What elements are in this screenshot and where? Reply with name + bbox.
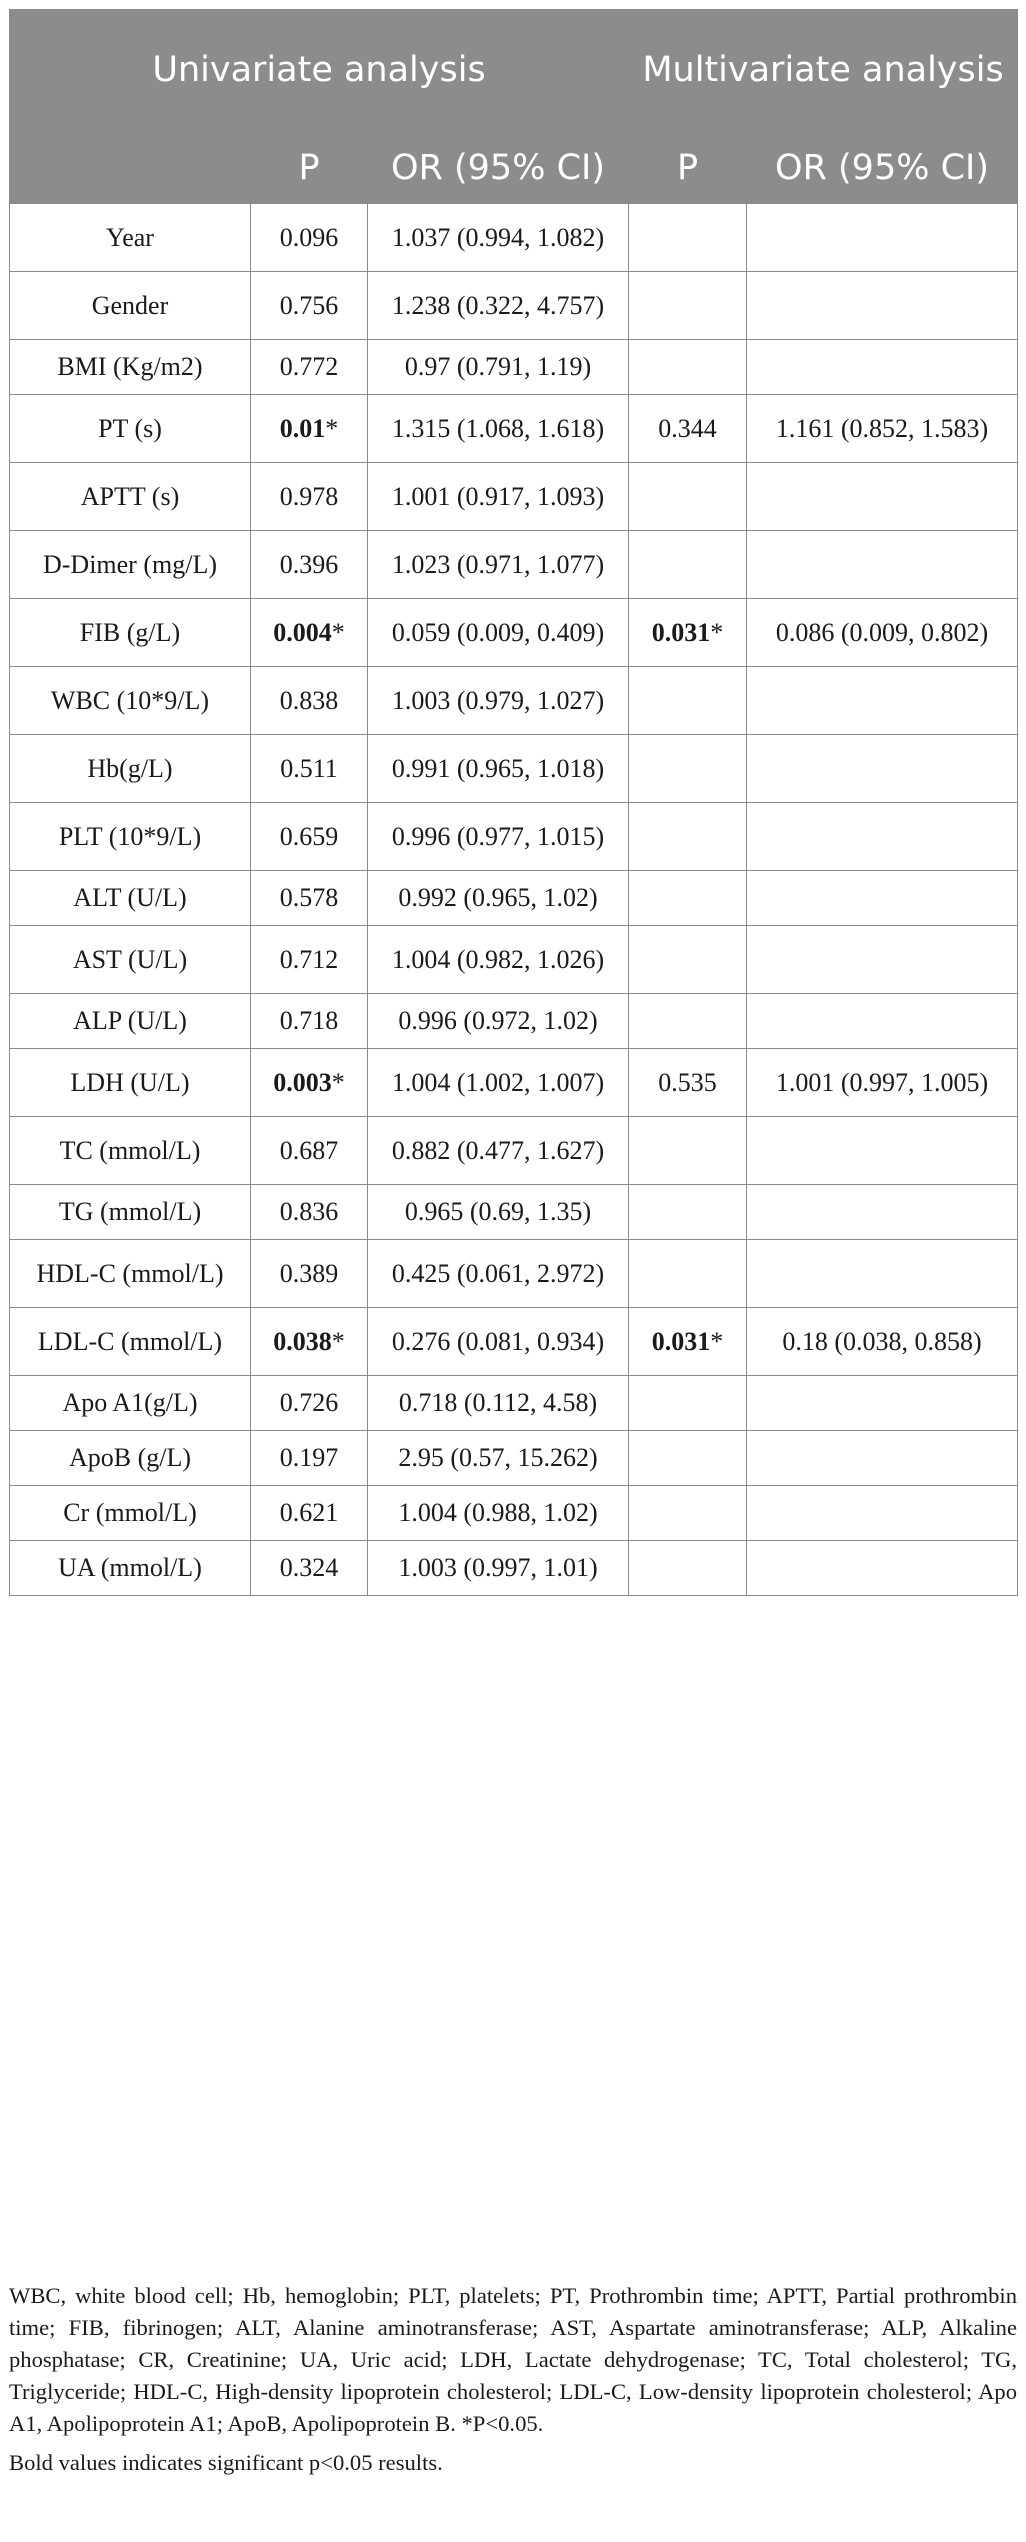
variable-cell: [10, 735, 251, 803]
univariate-p-cell-value: 0.389: [279, 1258, 339, 1288]
univariate-or-cell: [368, 994, 629, 1049]
univariate-p-cell-value: 0.038: [273, 1326, 332, 1356]
variable-cell-value: APTT (s): [80, 481, 180, 511]
variable-cell: [10, 340, 251, 395]
multivariate-p-cell: [629, 340, 747, 395]
univariate-or-cell-value: 1.003 (0.979, 1.027): [391, 685, 605, 715]
table-row: [10, 1185, 1018, 1240]
multivariate-or-cell: [747, 667, 1018, 735]
univariate-p-cell: [251, 395, 368, 463]
multivariate-p-cell: [629, 1049, 747, 1117]
univariate-or-cell-value: 0.718 (0.112, 4.58): [398, 1388, 598, 1418]
multivariate-or-cell-value: 0.086 (0.009, 0.802): [775, 617, 989, 647]
univariate-or-cell-value: 0.996 (0.977, 1.015): [391, 821, 605, 851]
variable-cell-value: AST (U/L): [72, 944, 188, 974]
multivariate-p-cell-value: 0.344: [658, 413, 717, 443]
univariate-p-header: P: [251, 132, 368, 204]
table-row: [10, 667, 1018, 735]
table-row: [10, 871, 1018, 926]
multivariate-p-cell: [629, 667, 747, 735]
multivariate-p-cell: [629, 1308, 747, 1376]
multivariate-or-cell: [747, 395, 1018, 463]
univariate-p-cell: [251, 667, 368, 735]
significance-marker: *: [710, 1326, 724, 1356]
multivariate-p-cell: [629, 871, 747, 926]
univariate-p-cell: [251, 531, 368, 599]
multivariate-or-cell: [747, 1486, 1018, 1541]
univariate-or-cell: [368, 871, 629, 926]
univariate-p-cell: [251, 1486, 368, 1541]
multivariate-p-cell: [629, 463, 747, 531]
variable-cell: [10, 1431, 251, 1486]
univariate-or-cell: [368, 1541, 629, 1596]
univariate-or-cell: [368, 1240, 629, 1308]
multivariate-p-cell: [629, 1185, 747, 1240]
univariate-p-cell: [251, 803, 368, 871]
multivariate-or-cell: [747, 272, 1018, 340]
variable-cell-value: BMI (Kg/m2): [57, 352, 203, 382]
univariate-or-header: OR (95% CI): [368, 132, 629, 204]
variable-cell-value: Year: [106, 222, 154, 252]
table-row: [10, 395, 1018, 463]
univariate-p-cell-value: 0.396: [279, 549, 339, 579]
variable-cell-value: ALP (U/L): [73, 1006, 187, 1036]
univariate-or-cell: [368, 204, 629, 272]
multivariate-or-cell: [747, 803, 1018, 871]
univariate-or-cell: [368, 1431, 629, 1486]
variable-cell-value: TG (mmol/L): [58, 1197, 202, 1227]
regression-table: [9, 9, 1018, 1596]
univariate-p-cell-value: 0.718: [279, 1006, 339, 1036]
univariate-p-cell-value: 0.324: [279, 1553, 339, 1583]
header-row-groups: [10, 10, 1018, 132]
multivariate-p-cell: [629, 1376, 747, 1431]
variable-cell-value: TC (mmol/L): [59, 1135, 201, 1165]
multivariate-or-header: OR (95% CI): [747, 132, 1018, 204]
variable-cell: [10, 1541, 251, 1596]
univariate-p-cell: [251, 599, 368, 667]
multivariate-p-cell: [629, 1117, 747, 1185]
univariate-p-cell-value: 0.096: [279, 222, 339, 252]
multivariate-or-cell: [747, 1185, 1018, 1240]
univariate-p-cell-value: 0.004: [273, 617, 332, 647]
variable-cell: [10, 1308, 251, 1376]
significance-marker: *: [325, 413, 339, 443]
variable-cell-value: FIB (g/L): [79, 617, 181, 647]
variable-cell: [10, 599, 251, 667]
univariate-p-cell-value: 0.726: [279, 1388, 339, 1418]
significance-marker: *: [331, 1326, 345, 1356]
multivariate-or-cell: [747, 994, 1018, 1049]
univariate-p-cell: [251, 1541, 368, 1596]
variable-cell: [10, 204, 251, 272]
univariate-or-cell-value: 0.965 (0.69, 1.35): [404, 1197, 592, 1227]
significance-marker: *: [710, 617, 724, 647]
univariate-p-cell-value: 0.756: [279, 290, 339, 320]
multivariate-or-cell: [747, 599, 1018, 667]
univariate-or-cell-value: 1.004 (0.982, 1.026): [391, 944, 605, 974]
univariate-or-cell: [368, 1486, 629, 1541]
univariate-or-cell-value: 0.991 (0.965, 1.018): [391, 753, 605, 783]
table-body: [10, 204, 1018, 1596]
multivariate-p-cell: [629, 272, 747, 340]
variable-cell: [10, 1240, 251, 1308]
multivariate-or-cell: [747, 735, 1018, 803]
univariate-p-cell-value: 0.01: [279, 413, 326, 443]
univariate-p-cell: [251, 1117, 368, 1185]
univariate-or-cell-value: 0.996 (0.972, 1.02): [398, 1006, 598, 1036]
univariate-p-cell-value: 0.659: [279, 821, 339, 851]
univariate-or-cell: [368, 340, 629, 395]
variable-cell-value: HDL-C (mmol/L): [36, 1258, 224, 1288]
univariate-or-cell-value: 0.425 (0.061, 2.972): [391, 1258, 605, 1288]
significance-marker: *: [331, 617, 345, 647]
univariate-p-cell: [251, 340, 368, 395]
univariate-p-cell-value: 0.003: [273, 1067, 332, 1097]
multivariate-or-cell: [747, 1049, 1018, 1117]
univariate-or-cell: [368, 735, 629, 803]
univariate-p-cell: [251, 272, 368, 340]
variable-cell: [10, 395, 251, 463]
univariate-or-cell-value: 0.992 (0.965, 1.02): [398, 883, 598, 913]
univariate-p-cell-value: 0.621: [279, 1498, 339, 1528]
univariate-or-cell: [368, 599, 629, 667]
variable-cell-value: ApoB (g/L): [68, 1443, 192, 1473]
univariate-p-cell-value: 0.578: [279, 883, 339, 913]
univariate-or-cell-value: 1.001 (0.917, 1.093): [391, 481, 605, 511]
variable-cell: [10, 994, 251, 1049]
univariate-p-cell: [251, 1049, 368, 1117]
univariate-or-cell: [368, 531, 629, 599]
multivariate-p-cell-value: 0.031: [651, 617, 711, 647]
univariate-or-cell: [368, 1049, 629, 1117]
variable-cell: [10, 871, 251, 926]
univariate-or-cell-value: 1.023 (0.971, 1.077): [391, 549, 605, 579]
multivariate-p-cell: [629, 926, 747, 994]
univariate-or-cell: [368, 803, 629, 871]
variable-cell-value: Gender: [91, 290, 169, 320]
univariate-or-cell-value: 0.97 (0.791, 1.19): [404, 352, 592, 382]
multivariate-or-cell: [747, 1308, 1018, 1376]
table-row: [10, 599, 1018, 667]
multivariate-or-cell-value: 0.18 (0.038, 0.858): [782, 1326, 982, 1356]
multivariate-or-cell: [747, 926, 1018, 994]
univariate-or-cell-value: 1.004 (1.002, 1.007): [391, 1067, 605, 1097]
table-row: [10, 994, 1018, 1049]
significance-marker: *: [331, 1067, 345, 1097]
multivariate-or-cell: [747, 1431, 1018, 1486]
variable-cell-value: LDH (U/L): [70, 1067, 190, 1097]
univariate-p-cell-value: 0.712: [279, 944, 339, 974]
univariate-p-cell-value: 0.836: [279, 1197, 339, 1227]
univariate-header: Univariate analysis: [10, 10, 629, 132]
univariate-or-cell-value: 1.238 (0.322, 4.757): [391, 290, 605, 320]
univariate-or-cell: [368, 272, 629, 340]
variable-cell-value: ALT (U/L): [73, 883, 187, 913]
table-row: [10, 1431, 1018, 1486]
variable-cell-value: Apo A1(g/L): [62, 1388, 198, 1418]
variable-cell-value: Cr (mmol/L): [63, 1498, 197, 1528]
variable-cell-value: PT (s): [98, 413, 162, 443]
variable-column-header: [10, 132, 251, 204]
univariate-p-cell-value: 0.687: [279, 1135, 339, 1165]
univariate-or-cell-value: 0.059 (0.009, 0.409): [391, 617, 605, 647]
table-row: [10, 531, 1018, 599]
univariate-p-cell: [251, 735, 368, 803]
variable-cell: [10, 272, 251, 340]
variable-cell: [10, 531, 251, 599]
univariate-or-cell: [368, 463, 629, 531]
variable-cell: [10, 803, 251, 871]
univariate-p-cell-value: 0.838: [279, 685, 339, 715]
multivariate-or-cell: [747, 204, 1018, 272]
univariate-or-cell: [368, 1117, 629, 1185]
header-row-columns: [10, 132, 1018, 204]
univariate-p-cell-value: 0.511: [280, 753, 338, 783]
univariate-or-cell: [368, 1308, 629, 1376]
univariate-or-cell-value: 1.315 (1.068, 1.618): [391, 413, 605, 443]
table-row: [10, 1240, 1018, 1308]
table-row: [10, 735, 1018, 803]
abbreviations-note: WBC, white blood cell; Hb, hemoglobin; PLT, platelets; PT, Prothrombin time; APTT, Partial prothrombin time; FIB, fibrinogen; ALT, Alanine aminotransferase; AST, Aspartate aminotransferase; ALP, Alkaline phosphatase; CR, Creatinine; UA, Uric acid; LDH, Lactate dehydrogenase; TC, Total cholesterol; TG, Triglyceride; HDL-C, High-density lipoprotein cholesterol; LDL-C, Low-density lipoprotein cholesterol; Apo A1, Apolipoprotein A1; ApoB, Apolipoprotein B. *P<0.05.: [9, 2283, 1017, 2437]
univariate-p-cell: [251, 994, 368, 1049]
table-row: [10, 803, 1018, 871]
variable-cell-value: WBC (10*9/L): [50, 685, 210, 715]
multivariate-header: Multivariate analysis: [629, 10, 1018, 132]
variable-cell-value: Hb(g/L): [87, 753, 173, 783]
multivariate-p-cell: [629, 1486, 747, 1541]
table-row: [10, 926, 1018, 994]
results-table-container: [9, 9, 1017, 1596]
table-row: [10, 1376, 1018, 1431]
univariate-or-cell: [368, 1376, 629, 1431]
multivariate-or-cell: [747, 1117, 1018, 1185]
variable-cell-value: LDL-C (mmol/L): [37, 1326, 223, 1356]
multivariate-p-cell: [629, 599, 747, 667]
table-row: [10, 463, 1018, 531]
variable-cell: [10, 1376, 251, 1431]
univariate-p-cell: [251, 871, 368, 926]
table-footnotes: [9, 2280, 1017, 2479]
multivariate-or-cell: [747, 531, 1018, 599]
multivariate-p-cell: [629, 994, 747, 1049]
univariate-or-cell-value: 1.003 (0.997, 1.01): [398, 1553, 598, 1583]
univariate-or-cell-value: 0.882 (0.477, 1.627): [391, 1135, 605, 1165]
table-row: [10, 340, 1018, 395]
univariate-p-cell-value: 0.978: [279, 481, 339, 511]
variable-cell: [10, 926, 251, 994]
univariate-p-cell: [251, 463, 368, 531]
table-row: [10, 1049, 1018, 1117]
table-row: [10, 272, 1018, 340]
univariate-p-cell: [251, 1308, 368, 1376]
univariate-or-cell-value: 2.95 (0.57, 15.262): [398, 1443, 598, 1473]
univariate-or-cell: [368, 1185, 629, 1240]
univariate-p-cell: [251, 1240, 368, 1308]
univariate-p-cell: [251, 926, 368, 994]
variable-cell: [10, 667, 251, 735]
multivariate-or-cell: [747, 1541, 1018, 1596]
table-row: [10, 1541, 1018, 1596]
univariate-or-cell-value: 1.004 (0.988, 1.02): [398, 1498, 598, 1528]
univariate-or-cell-value: 1.037 (0.994, 1.082): [391, 222, 605, 252]
variable-cell-value: PLT (10*9/L): [58, 821, 202, 851]
multivariate-p-cell-value: 0.535: [658, 1067, 717, 1097]
multivariate-p-cell: [629, 204, 747, 272]
table-row: [10, 1486, 1018, 1541]
variable-cell-value: UA (mmol/L): [58, 1553, 202, 1583]
multivariate-p-cell: [629, 531, 747, 599]
multivariate-or-cell: [747, 1240, 1018, 1308]
multivariate-or-cell: [747, 340, 1018, 395]
univariate-p-cell: [251, 1376, 368, 1431]
multivariate-p-cell: [629, 1431, 747, 1486]
multivariate-p-cell: [629, 1240, 747, 1308]
multivariate-or-cell-value: 1.161 (0.852, 1.583): [775, 413, 989, 443]
univariate-or-cell: [368, 667, 629, 735]
univariate-or-cell: [368, 926, 629, 994]
table-row: [10, 204, 1018, 272]
variable-cell: [10, 1486, 251, 1541]
multivariate-or-cell: [747, 463, 1018, 531]
multivariate-p-cell-value: 0.031: [651, 1326, 711, 1356]
table-row: [10, 1308, 1018, 1376]
multivariate-p-cell: [629, 1541, 747, 1596]
variable-cell: [10, 1185, 251, 1240]
multivariate-p-cell: [629, 395, 747, 463]
univariate-p-cell: [251, 1185, 368, 1240]
variable-cell: [10, 1117, 251, 1185]
table-row: [10, 1117, 1018, 1185]
variable-cell: [10, 1049, 251, 1117]
multivariate-p-header: P: [629, 132, 747, 204]
univariate-p-cell: [251, 1431, 368, 1486]
multivariate-or-cell: [747, 1376, 1018, 1431]
univariate-or-cell: [368, 395, 629, 463]
multivariate-p-cell: [629, 735, 747, 803]
univariate-p-cell-value: 0.197: [279, 1443, 339, 1473]
bold-values-note: Bold values indicates significant p<0.05 results.: [9, 2450, 443, 2476]
multivariate-or-cell-value: 1.001 (0.997, 1.005): [775, 1067, 989, 1097]
multivariate-p-cell: [629, 803, 747, 871]
univariate-p-cell: [251, 204, 368, 272]
univariate-p-cell-value: 0.772: [279, 352, 339, 382]
multivariate-or-cell: [747, 871, 1018, 926]
univariate-or-cell-value: 0.276 (0.081, 0.934): [391, 1326, 605, 1356]
variable-cell: [10, 463, 251, 531]
variable-cell-value: D-Dimer (mg/L): [42, 549, 217, 579]
